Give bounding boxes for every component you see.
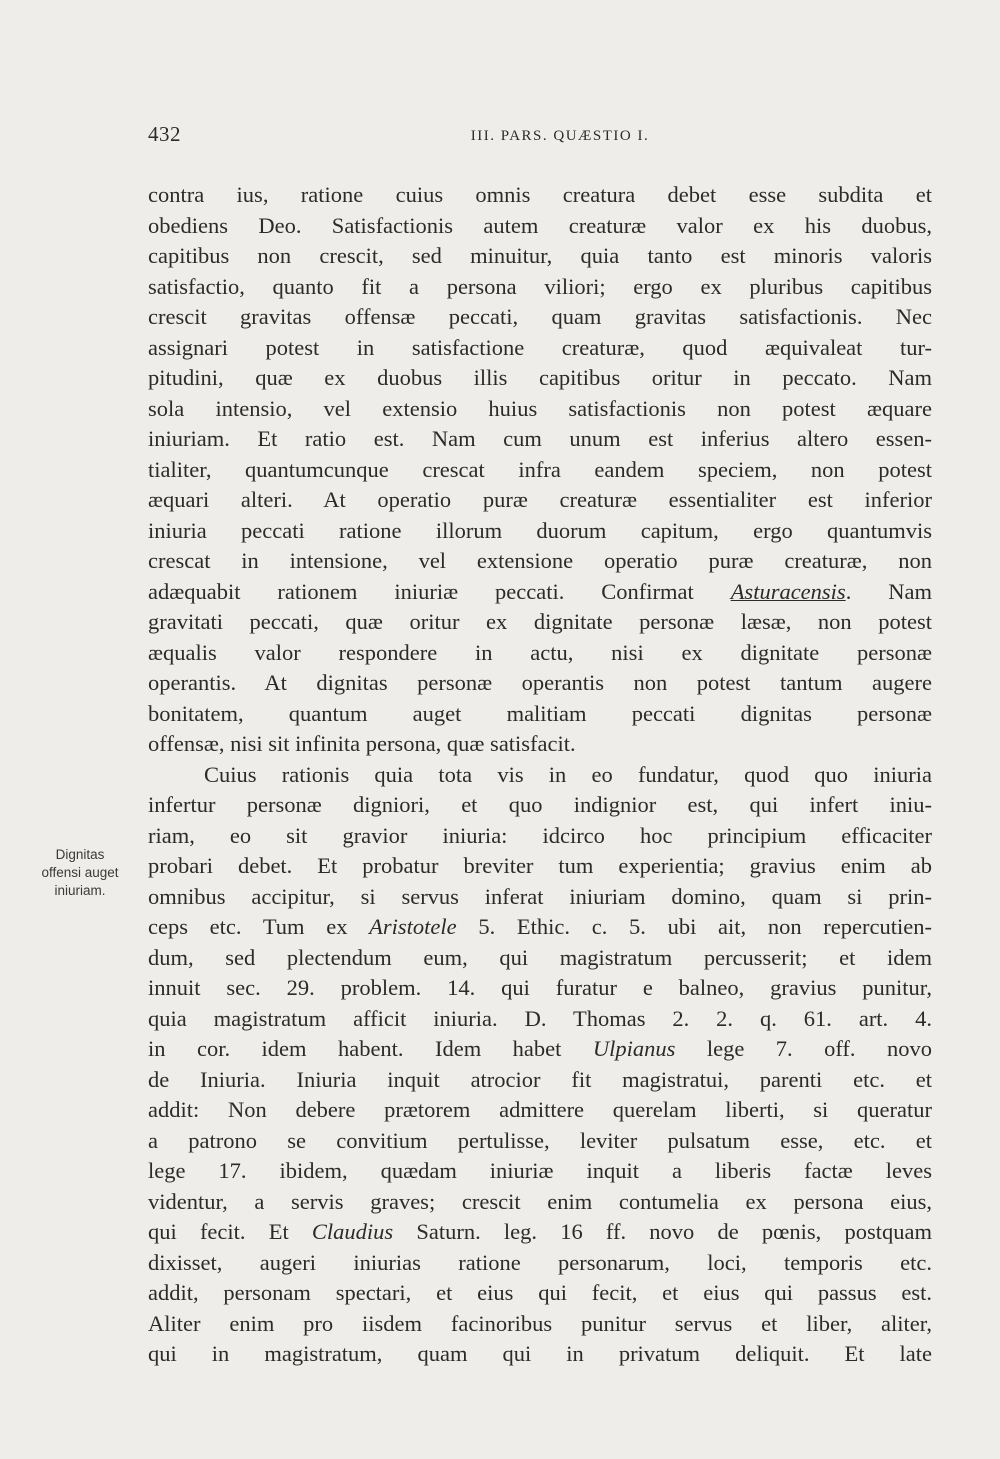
text-line: addit: Non debere prætorem admittere querelam liberti, si queratur [148, 1097, 932, 1122]
margin-note-line: Dignitas [55, 847, 105, 862]
cited-author: Ulpianus [592, 1036, 676, 1061]
text-line: tialiter, quantumcunque crescat infra eandem speciem, non potest [148, 456, 932, 482]
text-line: obediens Deo. Satisfactionis autem creaturæ valor ex his duobus, [148, 212, 932, 238]
text-line: bonitatem, quantum auget malitiam peccati dignitas personæ [148, 700, 932, 726]
text-line: operantis. At dignitas personæ operantis non potest tantum augere [148, 670, 932, 695]
text-line: assignari potest in satisfactione creaturæ, quod æquivaleat tur- [148, 334, 932, 360]
text-line: adæquabit rationem iniuriæ peccati. Confirmat Asturacensis. Nam [148, 578, 932, 604]
text-line: quia magistratum afficit iniuria. D. Thomas 2. 2. q. 61. art. 4. [148, 1005, 932, 1031]
page-header [148, 122, 932, 152]
body-text [148, 180, 932, 1370]
text-line: ceps etc. Tum ex Aristotele 5. Ethic. c. 5. ubi ait, non repercutien- [148, 914, 932, 939]
page-number: 432 [148, 122, 181, 146]
text-line: addit, personam spectari, et eius qui fecit, et eius qui passus est. [148, 1280, 932, 1305]
text-line: contra ius, ratione cuius omnis creatura debet esse subdita et [148, 182, 932, 207]
text-line: offensæ, nisi sit infinita persona, quæ satisfacit. [148, 731, 576, 756]
text-line: infertur personæ digniori, et quo indignior est, qui infert iniu- [148, 792, 932, 817]
text-line: Cuius rationis quia tota vis in eo fundatur, quod quo iniuria [204, 761, 932, 787]
cited-author: Claudius [311, 1219, 394, 1244]
text-line: lege 17. ibidem, quædam iniuriæ inquit a liberis factæ leves [148, 1158, 932, 1183]
text-line: satisfactio, quanto fit a persona viliori; ergo ex pluribus capitibus [148, 273, 932, 299]
text-line: qui in magistratum, quam qui in privatum deliquit. Et late [148, 1341, 932, 1366]
text-line: videntur, a servis graves; crescit enim contumelia ex persona eius, [148, 1188, 932, 1214]
text-line: æqualis valor respondere in actu, nisi ex dignitate personæ [148, 639, 932, 665]
text-line: dum, sed plectendum eum, qui magistratum percusserit; et idem [148, 944, 932, 970]
text-line: æquari alteri. At operatio puræ creaturæ essentialiter est inferior [148, 487, 932, 512]
text-line: iniuriam. Et ratio est. Nam cum unum est inferius altero essen- [148, 426, 932, 451]
text-line: omnibus accipitur, si servus inferat iniuriam domino, quam si prin- [148, 883, 932, 909]
text-line: innuit sec. 29. problem. 14. qui furatur e balneo, gravius punitur, [148, 975, 932, 1000]
margin-note [28, 846, 132, 900]
text-line: de Iniuria. Iniuria inquit atrocior fit magistratui, parenti etc. et [148, 1066, 932, 1092]
text-line: qui fecit. Et Claudius Saturn. leg. 16 ff. novo de pœnis, postquam [148, 1219, 932, 1244]
text-line: crescat in intensione, vel extensione operatio puræ creaturæ, non [148, 548, 932, 573]
text-line: riam, eo sit gravior iniuria: idcirco hoc principium efficaciter [148, 822, 932, 848]
text-line: capitibus non crescit, sed minuitur, quia tanto est minoris valoris [148, 243, 932, 268]
text-line: sola intensio, vel extensio huius satisfactionis non potest æquare [148, 395, 932, 421]
cited-author: Asturacensis [730, 578, 846, 604]
text-line: crescit gravitas offensæ peccati, quam gravitas satisfactionis. Nec [148, 304, 932, 329]
text-line: probari debet. Et probatur breviter tum experientia; gravius enim ab [148, 853, 932, 878]
text-line: Aliter enim pro iisdem facinoribus punitur servus et liber, aliter, [148, 1310, 932, 1336]
text-line: gravitati peccati, quæ oritur ex dignitate personæ læsæ, non potest [148, 609, 932, 634]
text-line: in cor. idem habent. Idem habet Ulpianus lege 7. off. novo [148, 1036, 932, 1061]
cited-author: Aristotele [369, 914, 457, 939]
text-line: a patrono se convitium pertulisse, leviter pulsatum esse, etc. et [148, 1127, 932, 1153]
text-line: iniuria peccati ratione illorum duorum capitum, ergo quantumvis [148, 517, 932, 543]
text-line: pitudini, quæ ex duobus illis capitibus oritur in peccato. Nam [148, 365, 932, 390]
margin-note-line: iniuriam. [54, 883, 106, 898]
margin-note-line: offensi auget [41, 865, 119, 880]
running-head: III. PARS. QUÆSTIO I. [470, 128, 650, 144]
text-line: dixisset, augeri iniurias ratione personarum, loci, temporis etc. [148, 1249, 932, 1275]
